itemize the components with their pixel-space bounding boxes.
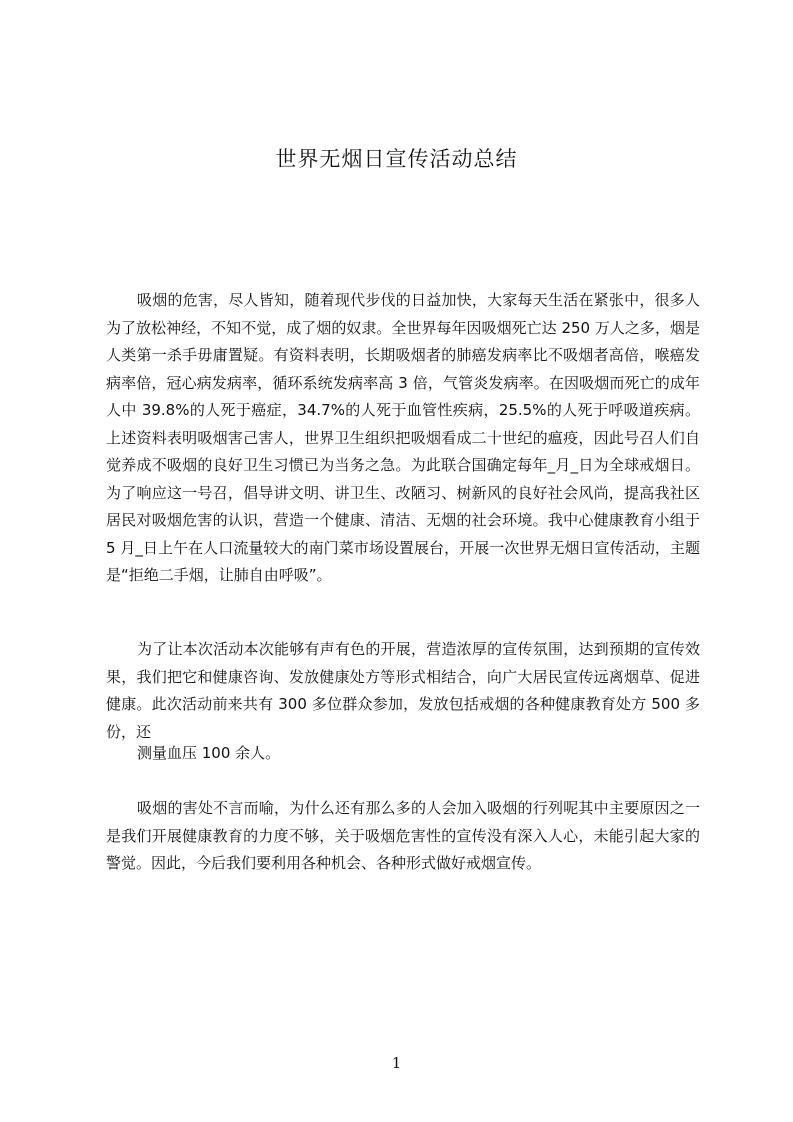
paragraph-conclusion: 吸烟的害处不言而喻，为什么还有那么多的人会加入吸烟的行列呢其中主要原因之一是我们开展健康教育的力度不够，关于吸烟危害性的宣传没有深入人心，未能引起大家的警觉。因此，今后我们要利用各种机会、各种形式做好戒烟宣传。 [106, 799, 700, 872]
document-title: 世界无烟日宣传活动总结 [275, 147, 518, 171]
page-number: 1 [391, 1054, 402, 1072]
paragraph-blood-pressure: 测量血压 100 余人。 [137, 744, 281, 762]
paragraph-harm-intro: 吸烟的危害，尽人皆知，随着现代步伐的日益加快，大家每天生活在紧张中，很多人为了放松神经，不知不觉，成了烟的奴隶。全世界每年因吸烟死亡达 250 万人之多，烟是人类第一杀手毋庸置疑。有资料表明，长期吸烟者的肺癌发病率比不吸烟者高倍，喉癌发病率倍，冠心病发病率，循环系统发病率高 3 倍，气管炎发病率。在因吸烟而死亡的成年人中 39.8%的人死于癌症，34.7%的人死于血管性疾病，25.5%的人死于呼吸道疾病。上述资料表明吸烟害己害人，世界卫生组织把吸烟看成二十世纪的瘟疫，因此号召人们自觉养成不吸烟的良好卫生习惯已为当务之急。为此联合国确定每年_月_日为全球戒烟日。为了响应这一号召，倡导讲文明、讲卫生、改陋习、树新风的良好社会风尚，提高我社区居民对吸烟危害的认识，营造一个健康、清洁、无烟的社会环境。我中心健康教育小组于 5 月_日上午在人口流量较大的南门菜市场设置展台，开展一次世界无烟日宣传活动，主题是“拒绝二手烟，让肺自由呼吸”。 [106, 291, 700, 584]
paragraph-activity: 为了让本次活动本次能够有声有色的开展，营造浓厚的宣传氛围，达到预期的宣传效果，我们把它和健康咨询、发放健康处方等形式相结合，向广大居民宣传远离烟草、促进健康。此次活动前来共有 300 多位群众参加，发放包括戒烟的各种健康教育处方 500 多份，还 [106, 640, 700, 741]
